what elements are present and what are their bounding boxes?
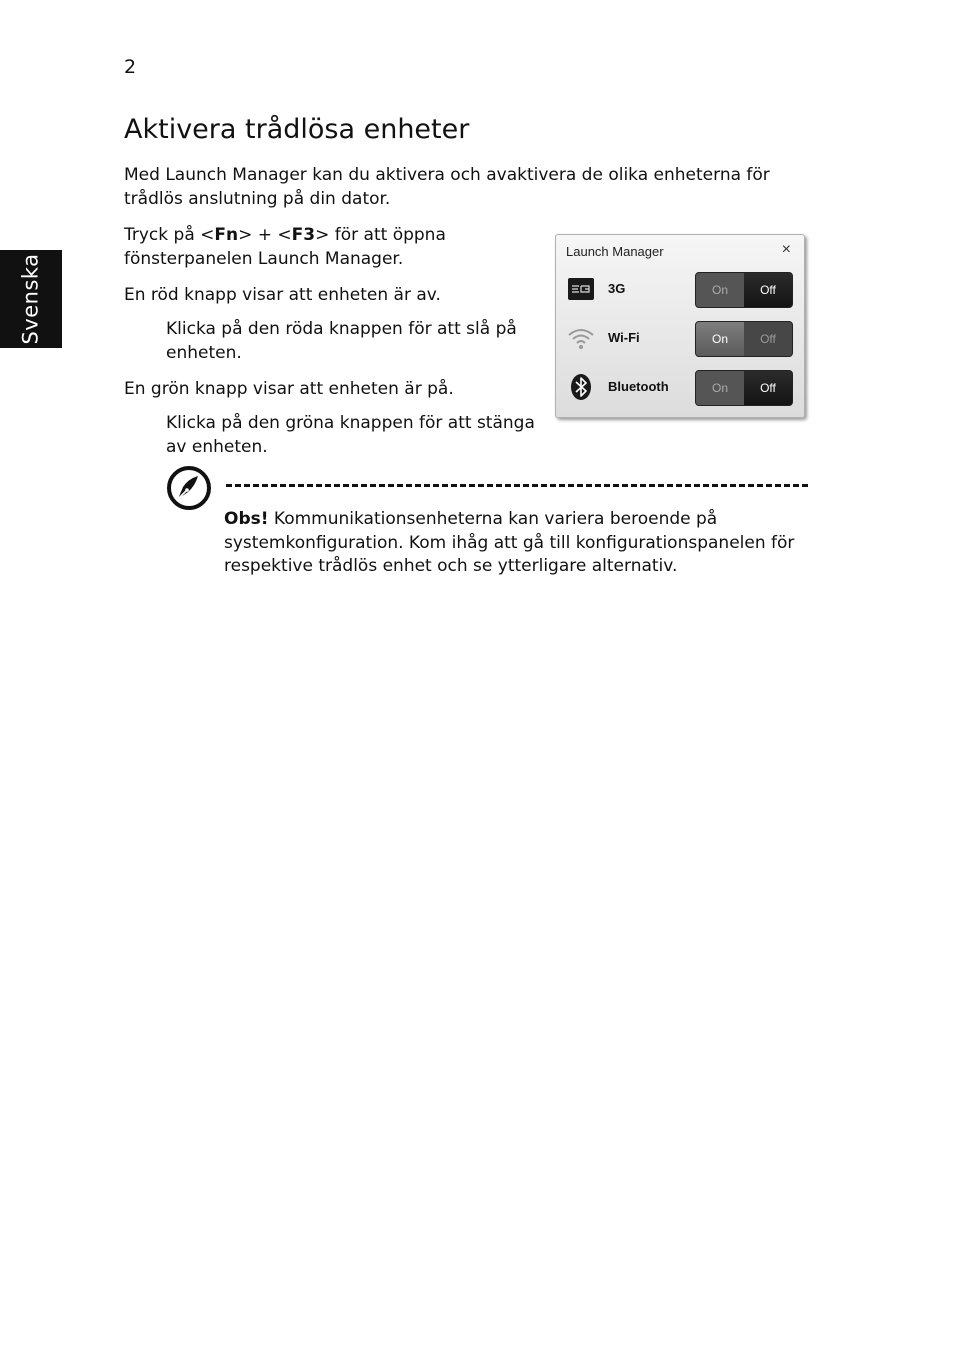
note-body: Kommunikationsenheterna kan variera beroende på systemkonfiguration. Kom ihåg att gå till konfigurationspanelen för respektive trådlös enhet och se ytterligare alternativ. xyxy=(224,509,795,576)
toggle-3g[interactable] xyxy=(695,272,793,308)
toggle-wifi-off[interactable]: Off xyxy=(744,322,792,356)
fn-text-pre: Tryck på < xyxy=(124,225,215,245)
toggle-wifi[interactable] xyxy=(695,321,793,357)
device-row-wifi xyxy=(556,320,804,356)
note-label: Obs! xyxy=(224,509,269,529)
intro-paragraph: Med Launch Manager kan du aktivera och avaktivera de olika enheterna för trådlös anslutning på din dator. xyxy=(124,165,770,209)
device-label-wifi: Wi-Fi xyxy=(608,330,640,345)
page-title: Aktivera trådlösa enheter xyxy=(124,114,470,145)
close-icon[interactable]: × xyxy=(781,241,791,258)
device-row-bluetooth xyxy=(556,369,804,405)
language-label: Svenska xyxy=(19,253,43,345)
red-button-action: Klicka på den röda knappen för att slå på enheten. xyxy=(166,319,517,363)
language-side-tab xyxy=(0,250,62,348)
page-number: 2 xyxy=(124,56,137,78)
note-pen-icon xyxy=(166,465,212,511)
green-button-paragraph: En grön knapp visar att enheten är på. xyxy=(124,379,454,399)
launch-manager-title: Launch Manager xyxy=(566,244,664,259)
bluetooth-icon xyxy=(567,373,595,401)
fn-text-post: > för att öppna fönsterpanelen Launch Manager. xyxy=(124,225,446,269)
toggle-bluetooth-on[interactable]: On xyxy=(696,371,744,405)
note-divider xyxy=(226,484,808,487)
f3-key: F3 xyxy=(291,225,316,245)
green-button-action: Klicka på den gröna knappen för att stänga av enheten. xyxy=(166,413,535,457)
fn-key: Fn xyxy=(214,225,239,245)
device-label-3g: 3G xyxy=(608,281,626,296)
launch-manager-window xyxy=(555,234,805,418)
device-row-3g xyxy=(556,271,804,307)
wifi-icon xyxy=(567,324,595,352)
note-paragraph xyxy=(224,508,804,579)
fn-text-mid: > + < xyxy=(238,225,292,245)
device-label-bluetooth: Bluetooth xyxy=(608,379,669,394)
red-button-paragraph: En röd knapp visar att enheten är av. xyxy=(124,285,441,305)
3g-icon xyxy=(567,275,595,303)
toggle-wifi-on[interactable]: On xyxy=(696,322,744,356)
fn-shortcut-paragraph xyxy=(124,224,544,271)
toggle-bluetooth[interactable] xyxy=(695,370,793,406)
toggle-3g-on[interactable]: On xyxy=(696,273,744,307)
toggle-bluetooth-off[interactable]: Off xyxy=(744,371,792,405)
toggle-3g-off[interactable]: Off xyxy=(744,273,792,307)
